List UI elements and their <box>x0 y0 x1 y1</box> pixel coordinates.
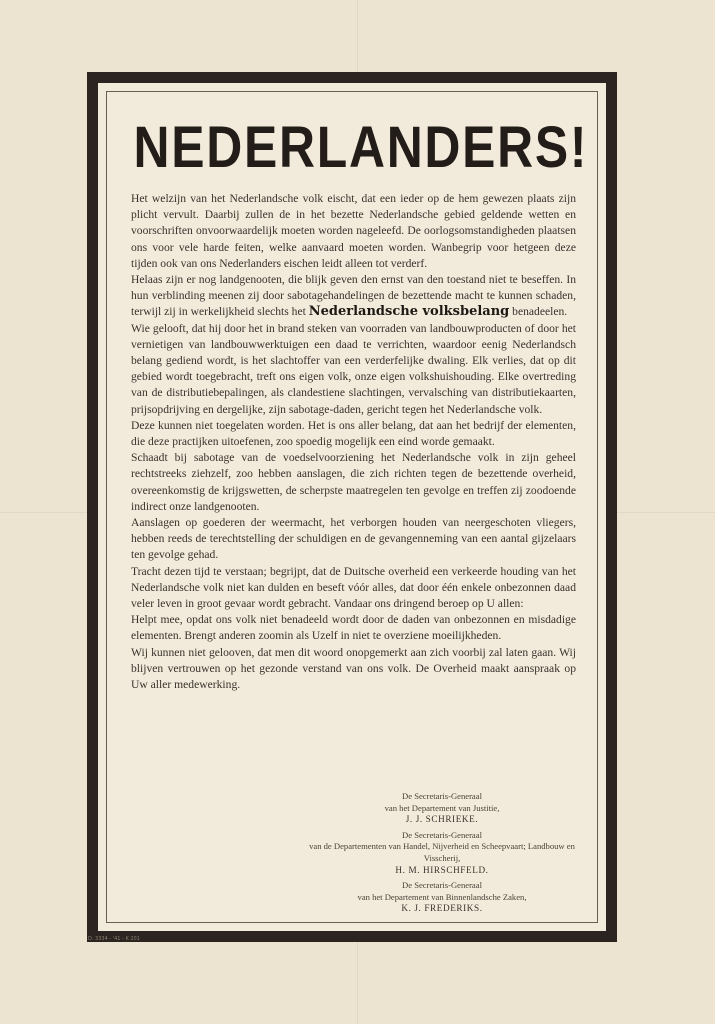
paragraph-6: Aanslagen op goederen der weermacht, het verborgen houden van neergeschoten vliegers, hebben reeds de terechtstelling der schuldigen en de gevangenneming van een aantal gijzelaars ten gevolge gehad. <box>131 516 576 562</box>
signature-name: H. M. HIRSCHFELD. <box>395 864 489 875</box>
paragraph-2 <box>131 272 576 321</box>
signature-name: J. J. SCHRIEKE. <box>405 814 479 825</box>
poster <box>87 72 617 942</box>
signatures <box>298 791 586 919</box>
paragraph-8: Helpt mee, opdat ons volk niet benadeeld wordt door de daden van onbezonnen en misdadige elementen. Brengt anderen zoomin als Uzelf in niet te overziene moeilijkheden. <box>131 613 576 643</box>
signature-department: van het Departement van Binnenlandsche Zaken, <box>357 891 527 902</box>
paragraph-5: Schaadt bij sabotage van de voedselvoorziening het Nederlandsche volk in zijn geheel rechtstreeks ziehzelf, zoo hebben aanslagen, die zich richten tegen de bezettende overheid, overeenkomstig de krijgswetten, de scherpste maatregelen ten gevolge en treffen zij zoodoende indirect onze landgenooten. <box>131 451 576 513</box>
signature-department: van het Departement van Justitie, <box>384 802 500 813</box>
signature-title: De Secretaris-Generaal <box>402 880 482 891</box>
paragraph-2-before: Helaas zijn er nog landgenooten, die blijk geven den ernst van den toestand niet te beseffen. In hun verblinding meenen zij door sabotagehandelingen de bezettende macht te kunnen schaden, terwijl zij in werkelijkheid slechts het <box>131 273 576 319</box>
printer-mark: D. 3334 - '41 - K 201 <box>88 936 140 942</box>
emphasis-volksbelang: Nederlandsche volksbelang <box>308 304 510 320</box>
signature-binnenlandsche-zaken <box>298 880 586 915</box>
signature-title: De Secretaris-Generaal <box>402 791 482 801</box>
paragraph-1: Het welzijn van het Nederlandsche volk eischt, dat een ieder op de hem gewezen plaats zijn plicht vervult. Daarbij zullen de in het bezette Nederlandsche gebied geldende wetten en voorschriften onvoorwaardelijk moeten worden nageleefd. De oorlogsomstandigheden plaatsen ons voor vele harde feiten, welke aanvaard moeten worden. Wanbegrip voor hetgeen deze tijden ook van ons Nederlanders eischen leidt alleen tot verderf. <box>131 192 576 270</box>
paragraph-4: Deze kunnen niet toegelaten worden. Het is ons aller belang, dat aan het bedrijf der elementen, die deze practijken uitoefenen, zoo spoedig mogelijk een eind worde gemaakt. <box>131 418 576 449</box>
paragraph-3: Wie gelooft, dat hij door het in brand steken van voorraden van landbouwproducten of door het vernietigen van landbouwwerktuigen een daad te verrichten, waardoor eenig Nederlandsch belang gediend wordt, is het slachtoffer van een verderfelijke dwaling. Elk verlies, dat op dit gebied wordt toegebracht, treft ons eigen volk, onze eigen volkshuishouding. Elke overtreding van de distributiebepalingen, als clandestiene slachtingen, vervalsching van distributiekaarten, prijsopdrijving en dergelijke, zijn sabotage-daden, gericht tegen het Nederlandsche volk. <box>131 321 576 416</box>
proclamation-body <box>131 191 576 693</box>
paragraph-7: Tracht dezen tijd te verstaan; begrijpt, dat de Duitsche overheid een verkeerde houding van het Nederlandsche volk niet kan dulden en beseft vóór alles, dat door één enkele onbezonnen daad veler leven in groot gevaar wordt gebracht. Vandaar ons dringend beroep op U allen: <box>131 564 576 611</box>
signature-name: K. J. FREDERIKS. <box>401 903 483 914</box>
paragraph-2-after: benadeelen. <box>509 305 568 319</box>
signature-title: De Secretaris-Generaal <box>402 829 482 840</box>
paragraph-9: Wij kunnen niet gelooven, dat men dit woord onopgemerkt aan zich voorbij zal laten gaan. Wij blijven vertrouwen op het gezonde verstand van ons volk. De Overheid maakt aanspraak op Uw aller medewerking. <box>131 645 576 692</box>
signature-handel <box>298 830 586 876</box>
headline: NEDERLANDERS! <box>133 115 589 180</box>
signature-department: van de Departementen van Handel, Nijverheid en Scheepvaart; Landbouw en Visscherij, <box>309 841 575 863</box>
signature-justitie <box>298 791 586 826</box>
